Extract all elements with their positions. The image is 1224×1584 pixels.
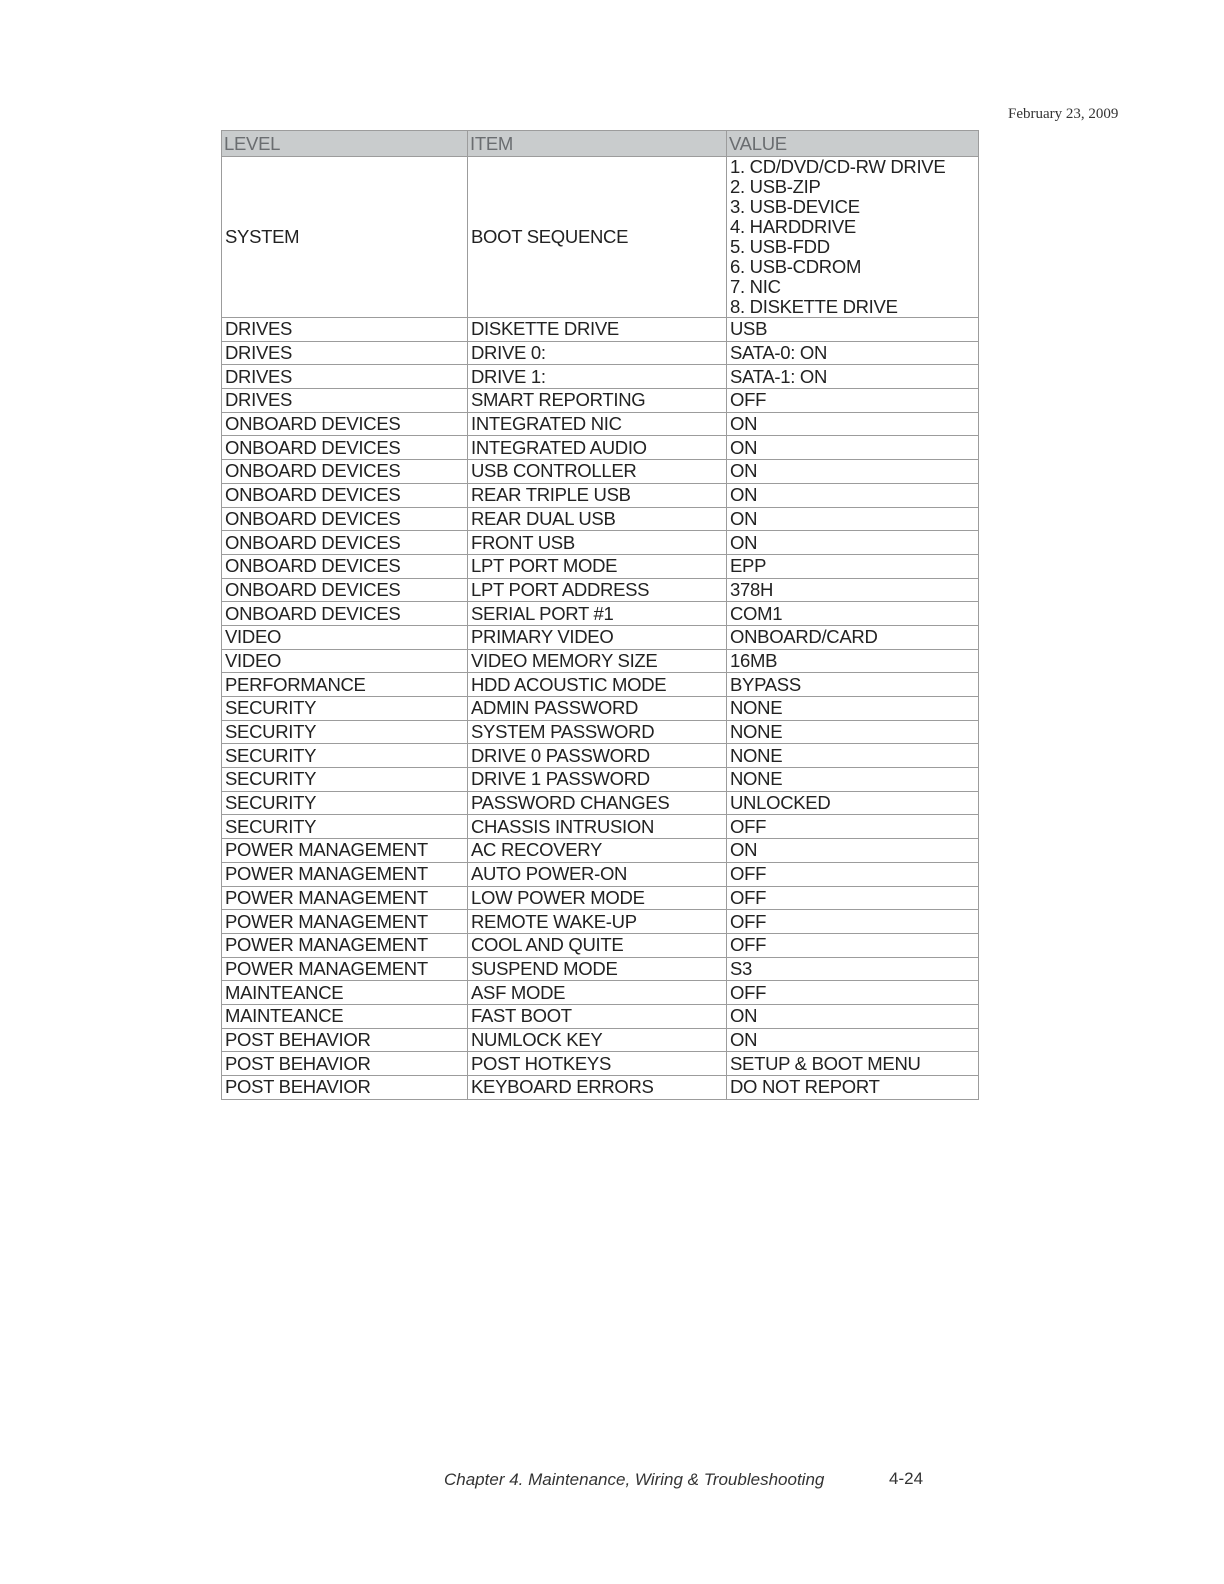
level-cell: POST BEHAVIOR xyxy=(222,1052,468,1076)
boot-order-entry: 5. USB-FDD xyxy=(730,236,830,257)
level-cell: DRIVES xyxy=(222,341,468,365)
value-cell: 16MB xyxy=(727,649,979,673)
item-cell: INTEGRATED NIC xyxy=(468,412,727,436)
item-cell: LOW POWER MODE xyxy=(468,886,727,910)
item-cell: DRIVE 1 PASSWORD xyxy=(468,768,727,792)
value-cell: ON xyxy=(727,1028,979,1052)
level-cell: POST BEHAVIOR xyxy=(222,1076,468,1100)
level-cell: MAINTEANCE xyxy=(222,981,468,1005)
table-row xyxy=(222,720,979,744)
table-row xyxy=(222,768,979,792)
table-row xyxy=(222,578,979,602)
value-cell: NONE xyxy=(727,744,979,768)
value-cell: ON xyxy=(727,436,979,460)
column-header-level: LEVEL xyxy=(222,131,468,157)
item-cell: FRONT USB xyxy=(468,531,727,555)
level-cell: POWER MANAGEMENT xyxy=(222,886,468,910)
level-cell: ONBOARD DEVICES xyxy=(222,483,468,507)
item-cell: SYSTEM PASSWORD xyxy=(468,720,727,744)
value-cell: ON xyxy=(727,412,979,436)
item-cell: HDD ACOUSTIC MODE xyxy=(468,673,727,697)
item-cell: BOOT SEQUENCE xyxy=(468,157,727,318)
table-row xyxy=(222,910,979,934)
value-cell: USB xyxy=(727,318,979,342)
document-date: February 23, 2009 xyxy=(1008,106,1119,122)
level-cell: ONBOARD DEVICES xyxy=(222,554,468,578)
table-header-row xyxy=(222,131,979,157)
value-cell: OFF xyxy=(727,910,979,934)
level-cell: ONBOARD DEVICES xyxy=(222,412,468,436)
item-cell: REAR DUAL USB xyxy=(468,507,727,531)
level-cell: VIDEO xyxy=(222,649,468,673)
table-row xyxy=(222,886,979,910)
item-cell: AUTO POWER-ON xyxy=(468,862,727,886)
value-cell: OFF xyxy=(727,389,979,413)
item-cell: SMART REPORTING xyxy=(468,389,727,413)
value-cell: OFF xyxy=(727,981,979,1005)
table-row xyxy=(222,815,979,839)
column-header-item: ITEM xyxy=(468,131,727,157)
value-cell: SATA-1: ON xyxy=(727,365,979,389)
table-row xyxy=(222,791,979,815)
value-cell: ON xyxy=(727,531,979,555)
table-row xyxy=(222,862,979,886)
value-cell: COM1 xyxy=(727,602,979,626)
table-row xyxy=(222,507,979,531)
table-row xyxy=(222,436,979,460)
item-cell: COOL AND QUITE xyxy=(468,933,727,957)
level-cell: SECURITY xyxy=(222,720,468,744)
item-cell: PRIMARY VIDEO xyxy=(468,625,727,649)
level-cell: ONBOARD DEVICES xyxy=(222,531,468,555)
table-row xyxy=(222,839,979,863)
value-cell: NONE xyxy=(727,768,979,792)
value-cell: NONE xyxy=(727,720,979,744)
level-cell: VIDEO xyxy=(222,625,468,649)
table-row xyxy=(222,460,979,484)
boot-order-entry: 4. HARDDRIVE xyxy=(730,216,856,237)
item-cell: KEYBOARD ERRORS xyxy=(468,1076,727,1100)
level-cell: ONBOARD DEVICES xyxy=(222,507,468,531)
level-cell: POWER MANAGEMENT xyxy=(222,839,468,863)
table-body xyxy=(222,157,979,1100)
boot-order-entry: 6. USB-CDROM xyxy=(730,256,862,277)
table-row xyxy=(222,673,979,697)
table-row xyxy=(222,1004,979,1028)
level-cell: SECURITY xyxy=(222,697,468,721)
table-row xyxy=(222,933,979,957)
value-cell: DO NOT REPORT xyxy=(727,1076,979,1100)
value-cell: EPP xyxy=(727,554,979,578)
value-cell: ON xyxy=(727,1004,979,1028)
level-cell: SECURITY xyxy=(222,744,468,768)
item-cell: SERIAL PORT #1 xyxy=(468,602,727,626)
value-cell: OFF xyxy=(727,815,979,839)
value-cell: SATA-0: ON xyxy=(727,341,979,365)
item-cell: VIDEO MEMORY SIZE xyxy=(468,649,727,673)
level-cell: POWER MANAGEMENT xyxy=(222,862,468,886)
item-cell: POST HOTKEYS xyxy=(468,1052,727,1076)
item-cell: FAST BOOT xyxy=(468,1004,727,1028)
level-cell: POST BEHAVIOR xyxy=(222,1028,468,1052)
item-cell: LPT PORT ADDRESS xyxy=(468,578,727,602)
item-cell: REAR TRIPLE USB xyxy=(468,483,727,507)
table-row xyxy=(222,697,979,721)
table-row xyxy=(222,744,979,768)
value-cell: OFF xyxy=(727,862,979,886)
level-cell: POWER MANAGEMENT xyxy=(222,957,468,981)
item-cell: USB CONTROLLER xyxy=(468,460,727,484)
item-cell: SUSPEND MODE xyxy=(468,957,727,981)
bios-settings-table xyxy=(221,130,979,1100)
item-cell: DRIVE 0 PASSWORD xyxy=(468,744,727,768)
level-cell: POWER MANAGEMENT xyxy=(222,933,468,957)
table-row xyxy=(222,1028,979,1052)
value-cell: ON xyxy=(727,483,979,507)
value-cell: OFF xyxy=(727,933,979,957)
level-cell: SECURITY xyxy=(222,768,468,792)
level-cell: DRIVES xyxy=(222,365,468,389)
item-cell: PASSWORD CHANGES xyxy=(468,791,727,815)
item-cell: NUMLOCK KEY xyxy=(468,1028,727,1052)
value-cell: ON xyxy=(727,839,979,863)
value-cell: NONE xyxy=(727,697,979,721)
table-row xyxy=(222,531,979,555)
table-row xyxy=(222,625,979,649)
table-row xyxy=(222,389,979,413)
table-row xyxy=(222,957,979,981)
level-cell: SECURITY xyxy=(222,815,468,839)
table-row xyxy=(222,981,979,1005)
value-cell: ON xyxy=(727,460,979,484)
value-cell: 378H xyxy=(727,578,979,602)
table-row xyxy=(222,483,979,507)
item-cell: LPT PORT MODE xyxy=(468,554,727,578)
table-row xyxy=(222,318,979,342)
boot-order-entry: 3. USB-DEVICE xyxy=(730,196,860,217)
item-cell: DRIVE 0: xyxy=(468,341,727,365)
item-cell: AC RECOVERY xyxy=(468,839,727,863)
table-row xyxy=(222,1052,979,1076)
value-cell: ON xyxy=(727,507,979,531)
level-cell: PERFORMANCE xyxy=(222,673,468,697)
table-row xyxy=(222,412,979,436)
level-cell: MAINTEANCE xyxy=(222,1004,468,1028)
item-cell: REMOTE WAKE-UP xyxy=(468,910,727,934)
value-cell: S3 xyxy=(727,957,979,981)
boot-order-entry: 1. CD/DVD/CD-RW DRIVE xyxy=(730,156,946,177)
value-cell: OFF xyxy=(727,886,979,910)
level-cell: SYSTEM xyxy=(222,157,468,318)
item-cell: DRIVE 1: xyxy=(468,365,727,389)
boot-order-entry: 2. USB-ZIP xyxy=(730,176,821,197)
column-header-value: VALUE xyxy=(727,131,979,157)
level-cell: POWER MANAGEMENT xyxy=(222,910,468,934)
level-cell: SECURITY xyxy=(222,791,468,815)
value-cell: BYPASS xyxy=(727,673,979,697)
level-cell: ONBOARD DEVICES xyxy=(222,460,468,484)
table-row xyxy=(222,554,979,578)
table-row xyxy=(222,341,979,365)
value-cell: UNLOCKED xyxy=(727,791,979,815)
table-row xyxy=(222,365,979,389)
item-cell: ADMIN PASSWORD xyxy=(468,697,727,721)
level-cell: ONBOARD DEVICES xyxy=(222,578,468,602)
item-cell: ASF MODE xyxy=(468,981,727,1005)
value-cell: SETUP & BOOT MENU xyxy=(727,1052,979,1076)
table-row xyxy=(222,602,979,626)
level-cell: ONBOARD DEVICES xyxy=(222,436,468,460)
item-cell: DISKETTE DRIVE xyxy=(468,318,727,342)
footer-chapter-title: Chapter 4. Maintenance, Wiring & Troubleshooting xyxy=(444,1470,825,1489)
item-cell: CHASSIS INTRUSION xyxy=(468,815,727,839)
table-row xyxy=(222,1076,979,1100)
value-cell: ONBOARD/CARD xyxy=(727,625,979,649)
level-cell: DRIVES xyxy=(222,389,468,413)
level-cell: ONBOARD DEVICES xyxy=(222,602,468,626)
boot-order-list xyxy=(727,157,979,318)
item-cell: INTEGRATED AUDIO xyxy=(468,436,727,460)
boot-order-entry: 7. NIC xyxy=(730,276,781,297)
level-cell: DRIVES xyxy=(222,318,468,342)
boot-order-entry: 8. DISKETTE DRIVE xyxy=(730,296,898,317)
table-row xyxy=(222,649,979,673)
footer-page-number: 4-24 xyxy=(889,1469,924,1488)
table-row-boot-sequence xyxy=(222,157,979,318)
